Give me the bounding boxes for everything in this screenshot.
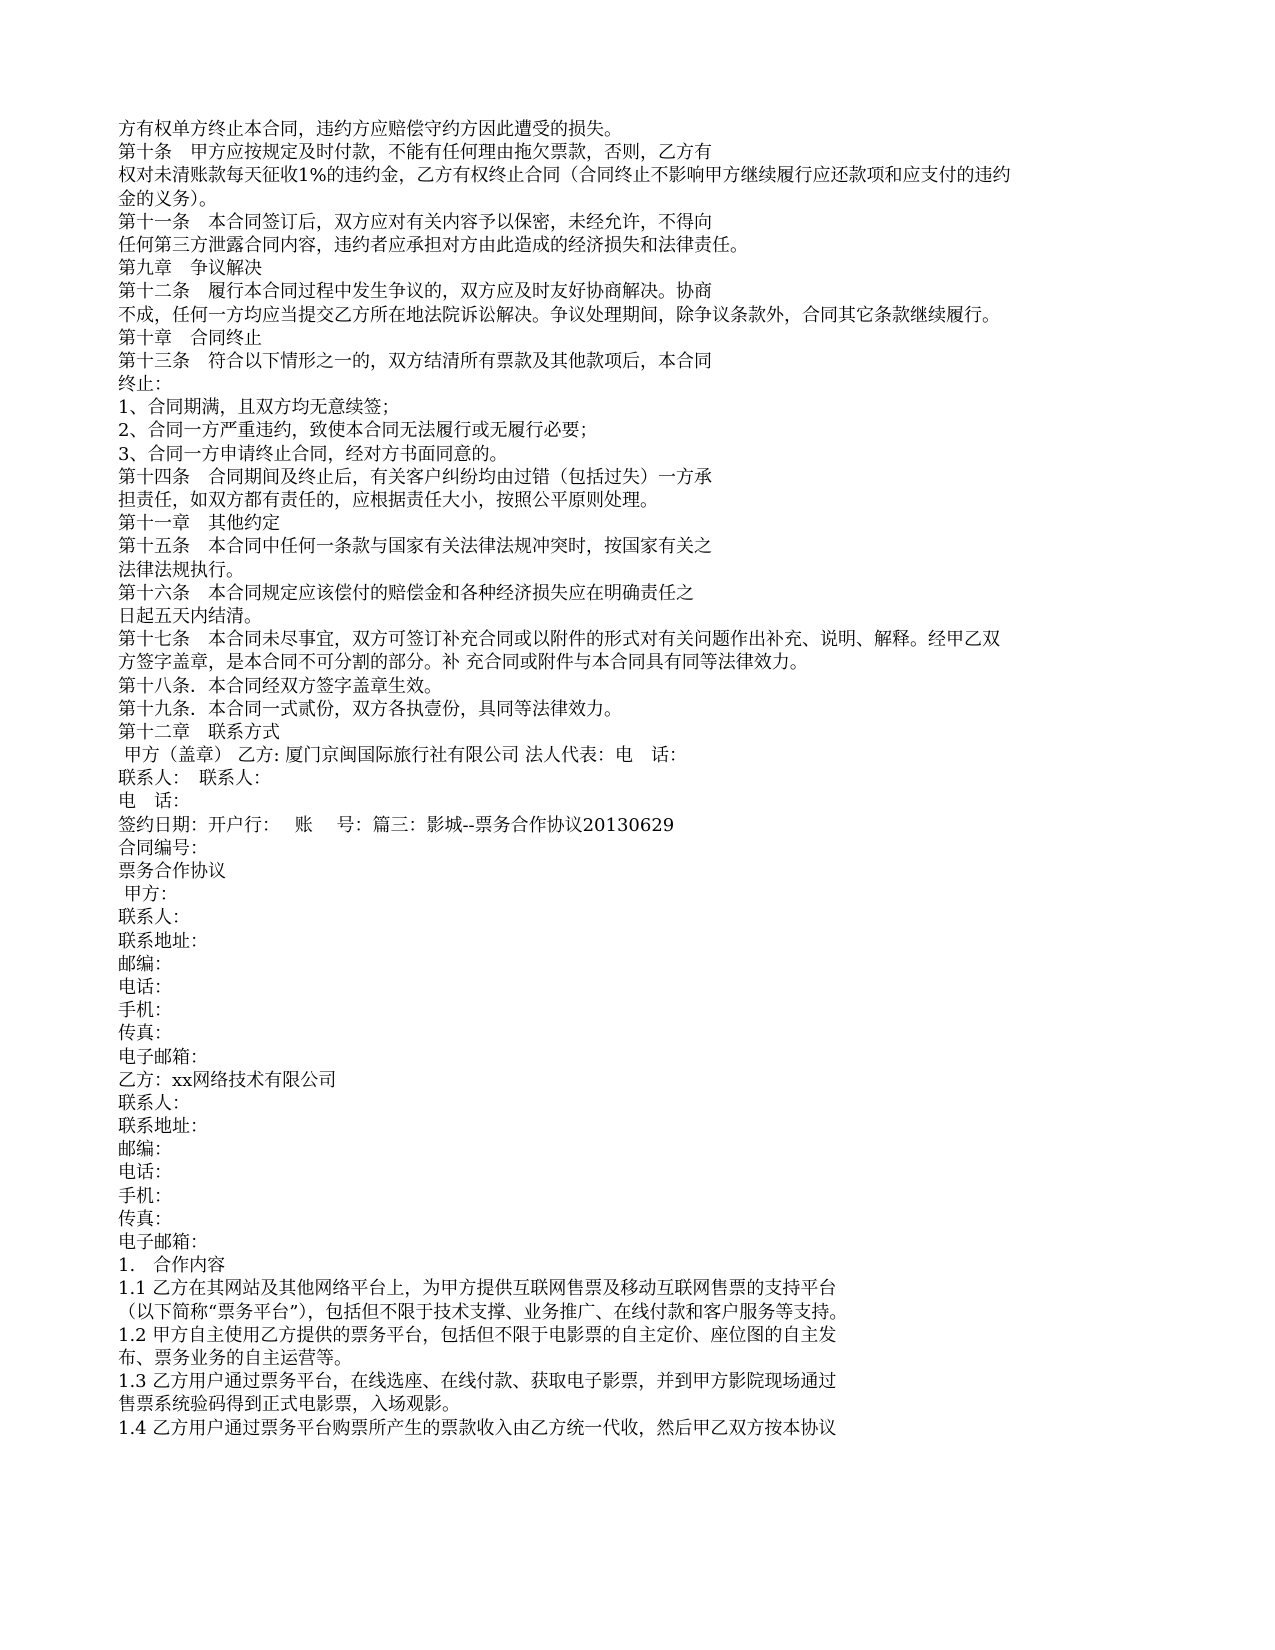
text-line: 第十四条 合同期间及终止后，有关客户纠纷均由过错（包括过失）一方承 <box>118 466 712 488</box>
text-line: 第十章 合同终止 <box>118 327 262 349</box>
text-line: 1.3 乙方用户通过票务平台，在线选座、在线付款、获取电子影票，并到甲方影院现场通过 <box>118 1371 837 1393</box>
text-line: 传真： <box>118 1208 172 1230</box>
text-line: 甲方（盖章） 乙方: 厦门京闽国际旅行社有限公司 法人代表：电 话： <box>118 745 687 767</box>
text-line: 手机： <box>118 1185 172 1207</box>
text-line: 方有权单方终止本合同，违约方应赔偿守约方因此遭受的损失。 <box>118 119 622 140</box>
text-line: 1.4 乙方用户通过票务平台购票所产生的票款收入由乙方统一代收，然后甲乙双方按本协议 <box>118 1417 837 1439</box>
text-line: 布、票务业务的自主运营等。 <box>118 1347 352 1369</box>
text-line: 电 话： <box>118 791 190 813</box>
text-line: 第十八条．本合同经双方签字盖章生效。 <box>118 675 442 697</box>
text-line: 第十五条 本合同中任何一条款与国家有关法律法规冲突时，按国家有关之 <box>118 536 712 558</box>
text-line: 1.1 乙方在其网站及其他网络平台上，为甲方提供互联网售票及移动互联网售票的支持平台 <box>118 1278 837 1300</box>
text-line: 权对未清账款每天征收1%的违约金，乙方有权终止合同（合同终止不影响甲方继续履行应还款项和应支付的违约 <box>118 165 1011 187</box>
text-line: 2、合同一方严重违约，致使本合同无法履行或无履行必要； <box>118 420 598 442</box>
text-line: 邮编： <box>118 1139 172 1161</box>
text-line: 手机： <box>118 1000 172 1022</box>
text-line: 方签字盖章，是本合同不可分割的部分。补 充合同或附件与本合同具有同等法律效力。 <box>118 652 808 674</box>
text-line: 金的义务）。 <box>118 188 217 210</box>
text-line: 联系人： <box>118 907 190 929</box>
text-line: 合同编号： <box>118 837 208 859</box>
text-line: 传真： <box>118 1023 172 1045</box>
text-line: 担责任，如双方都有责任的，应根据责任大小，按照公平原则处理。 <box>118 490 658 511</box>
text-line: 第十六条 本合同规定应该偿付的赔偿金和各种经济损失应在明确责任之 <box>118 582 694 604</box>
text-line: 签约日期：开户行： 账 号：篇三：影城--票务合作协议20130629 <box>118 814 675 836</box>
text-line: 第十二条 履行本合同过程中发生争议的，双方应及时友好协商解决。协商 <box>118 281 712 303</box>
text-line: 第十九条．本合同一式贰份，双方各执壹份，具同等法律效力。 <box>118 698 622 720</box>
text-line: 售票系统验码得到正式电影票，入场观影。 <box>118 1394 460 1416</box>
text-line: 第十一章 其他约定 <box>118 513 280 535</box>
text-line: 电话： <box>118 976 172 998</box>
text-line: 联系地址： <box>118 1116 208 1138</box>
text-line: 不成，任何一方均应当提交乙方所在地法院诉讼解决。争议处理期间，除争议条款外，合同其它条款继续履行。 <box>118 304 1000 326</box>
text-line: 电子邮箱： <box>118 1046 208 1068</box>
text-line: 联系人： 联系人： <box>118 768 271 790</box>
text-line: 乙方：xx网络技术有限公司 <box>118 1069 337 1091</box>
text-line: 日起五天内结清。 <box>118 605 262 627</box>
text-line: 第十二章 联系方式 <box>118 721 280 743</box>
text-line: 第九章 争议解决 <box>118 258 262 280</box>
text-line: 1、合同期满，且双方均无意续签； <box>118 397 400 419</box>
text-line: 邮编： <box>118 953 172 975</box>
text-line: 第十七条 本合同未尽事宜，双方可签订补充合同或以附件的形式对有关问题作出补充、说明、解释。经甲乙双 <box>118 629 1000 651</box>
document-page <box>118 118 1158 1440</box>
text-line: 第十条 甲方应按规定及时付款，不能有任何理由拖欠票款，否则，乙方有 <box>118 142 712 164</box>
text-line: 1. 合作内容 <box>118 1255 226 1277</box>
text-line: 电话： <box>118 1162 172 1184</box>
text-line: 任何第三方泄露合同内容，违约者应承担对方由此造成的经济损失和法律责任。 <box>118 234 748 256</box>
text-line: 第十一条 本合同签订后，双方应对有关内容予以保密，未经允许，不得向 <box>118 211 712 233</box>
text-line: 甲方： <box>118 884 178 906</box>
text-line: 终止： <box>118 374 172 396</box>
text-line: （以下简称“票务平台”），包括但不限于技术支撑、业务推广、在线付款和客户服务等支持。 <box>118 1301 848 1323</box>
text-line: 联系人： <box>118 1092 190 1114</box>
text-line: 1.2 甲方自主使用乙方提供的票务平台，包括但不限于电影票的自主定价、座位图的自主发 <box>118 1324 837 1346</box>
text-line: 票务合作协议 <box>118 861 226 882</box>
text-line: 电子邮箱： <box>118 1232 208 1253</box>
text-line: 联系地址： <box>118 930 208 952</box>
text-line: 第十三条 符合以下情形之一的，双方结清所有票款及其他款项后，本合同 <box>118 350 712 372</box>
text-line: 3、合同一方申请终止合同，经对方书面同意的。 <box>118 443 508 465</box>
text-line: 法律法规执行。 <box>118 559 244 581</box>
